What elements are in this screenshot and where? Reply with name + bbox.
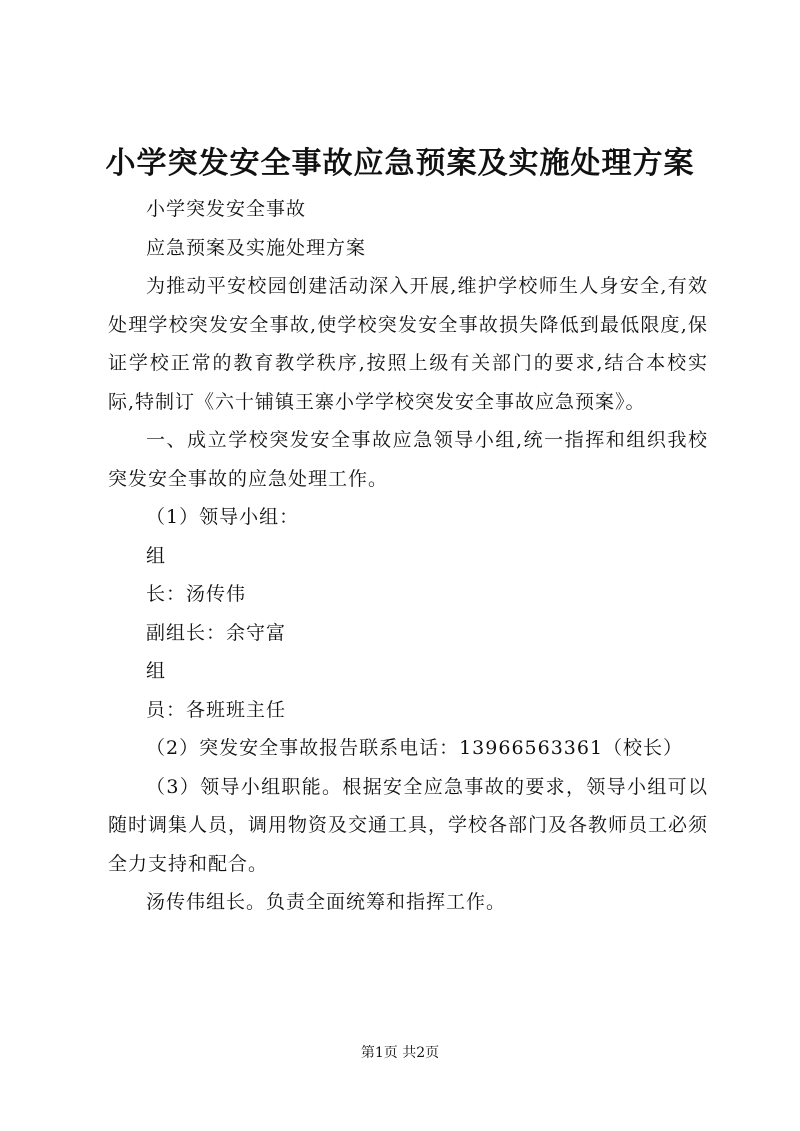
paragraph-deputy-leader: 副组长：余守富 bbox=[146, 621, 287, 644]
paragraph-leader-group: （1）领导小组： bbox=[146, 506, 300, 528]
paragraph-group-duties: （3）领导小组职能。根据安全应急事故的要求，领导小组可以随时调集人员，调用物资及交通工具，学校各部门及各教师员工必须全力支持和配合。 bbox=[108, 775, 709, 875]
paragraph-intro: 为推动平安校园创建活动深入开展,维护学校师生人身安全,有效处理学校突发安全事故,使学校突发安全事故损失降低到最低限度,保证学校正常的教育教学秩序,按照上级有关部门的要求,结合本校实际,特制订《六十铺镇王寨小学学校突发安全事故应急预案》。 bbox=[108, 275, 708, 413]
paragraph-members: 员：各班班主任 bbox=[146, 698, 287, 721]
paragraph-leader-duty: 汤传伟组长。负责全面统筹和指挥工作。 bbox=[146, 891, 507, 913]
document-title: 小学突发安全事故应急预案及实施处理方案 bbox=[105, 146, 695, 181]
paragraph-section-1: 一、成立学校突发安全事故应急领导小组,统一指挥和组织我校突发安全事故的应急处理工作。 bbox=[108, 429, 708, 490]
page-number: 第1页 共2页 bbox=[360, 1045, 440, 1061]
paragraph-contact-phone: （2）突发安全事故报告联系电话：13966563361（校长） bbox=[146, 737, 684, 759]
paragraph-member-label: 组 bbox=[146, 660, 167, 682]
paragraph-subtitle-1: 小学突发安全事故 bbox=[146, 198, 307, 220]
paragraph-group-label: 组 bbox=[146, 544, 167, 567]
paragraph-subtitle-2: 应急预案及实施处理方案 bbox=[146, 236, 367, 259]
paragraph-group-leader: 长：汤传伟 bbox=[146, 583, 247, 605]
document-body bbox=[108, 190, 708, 922]
